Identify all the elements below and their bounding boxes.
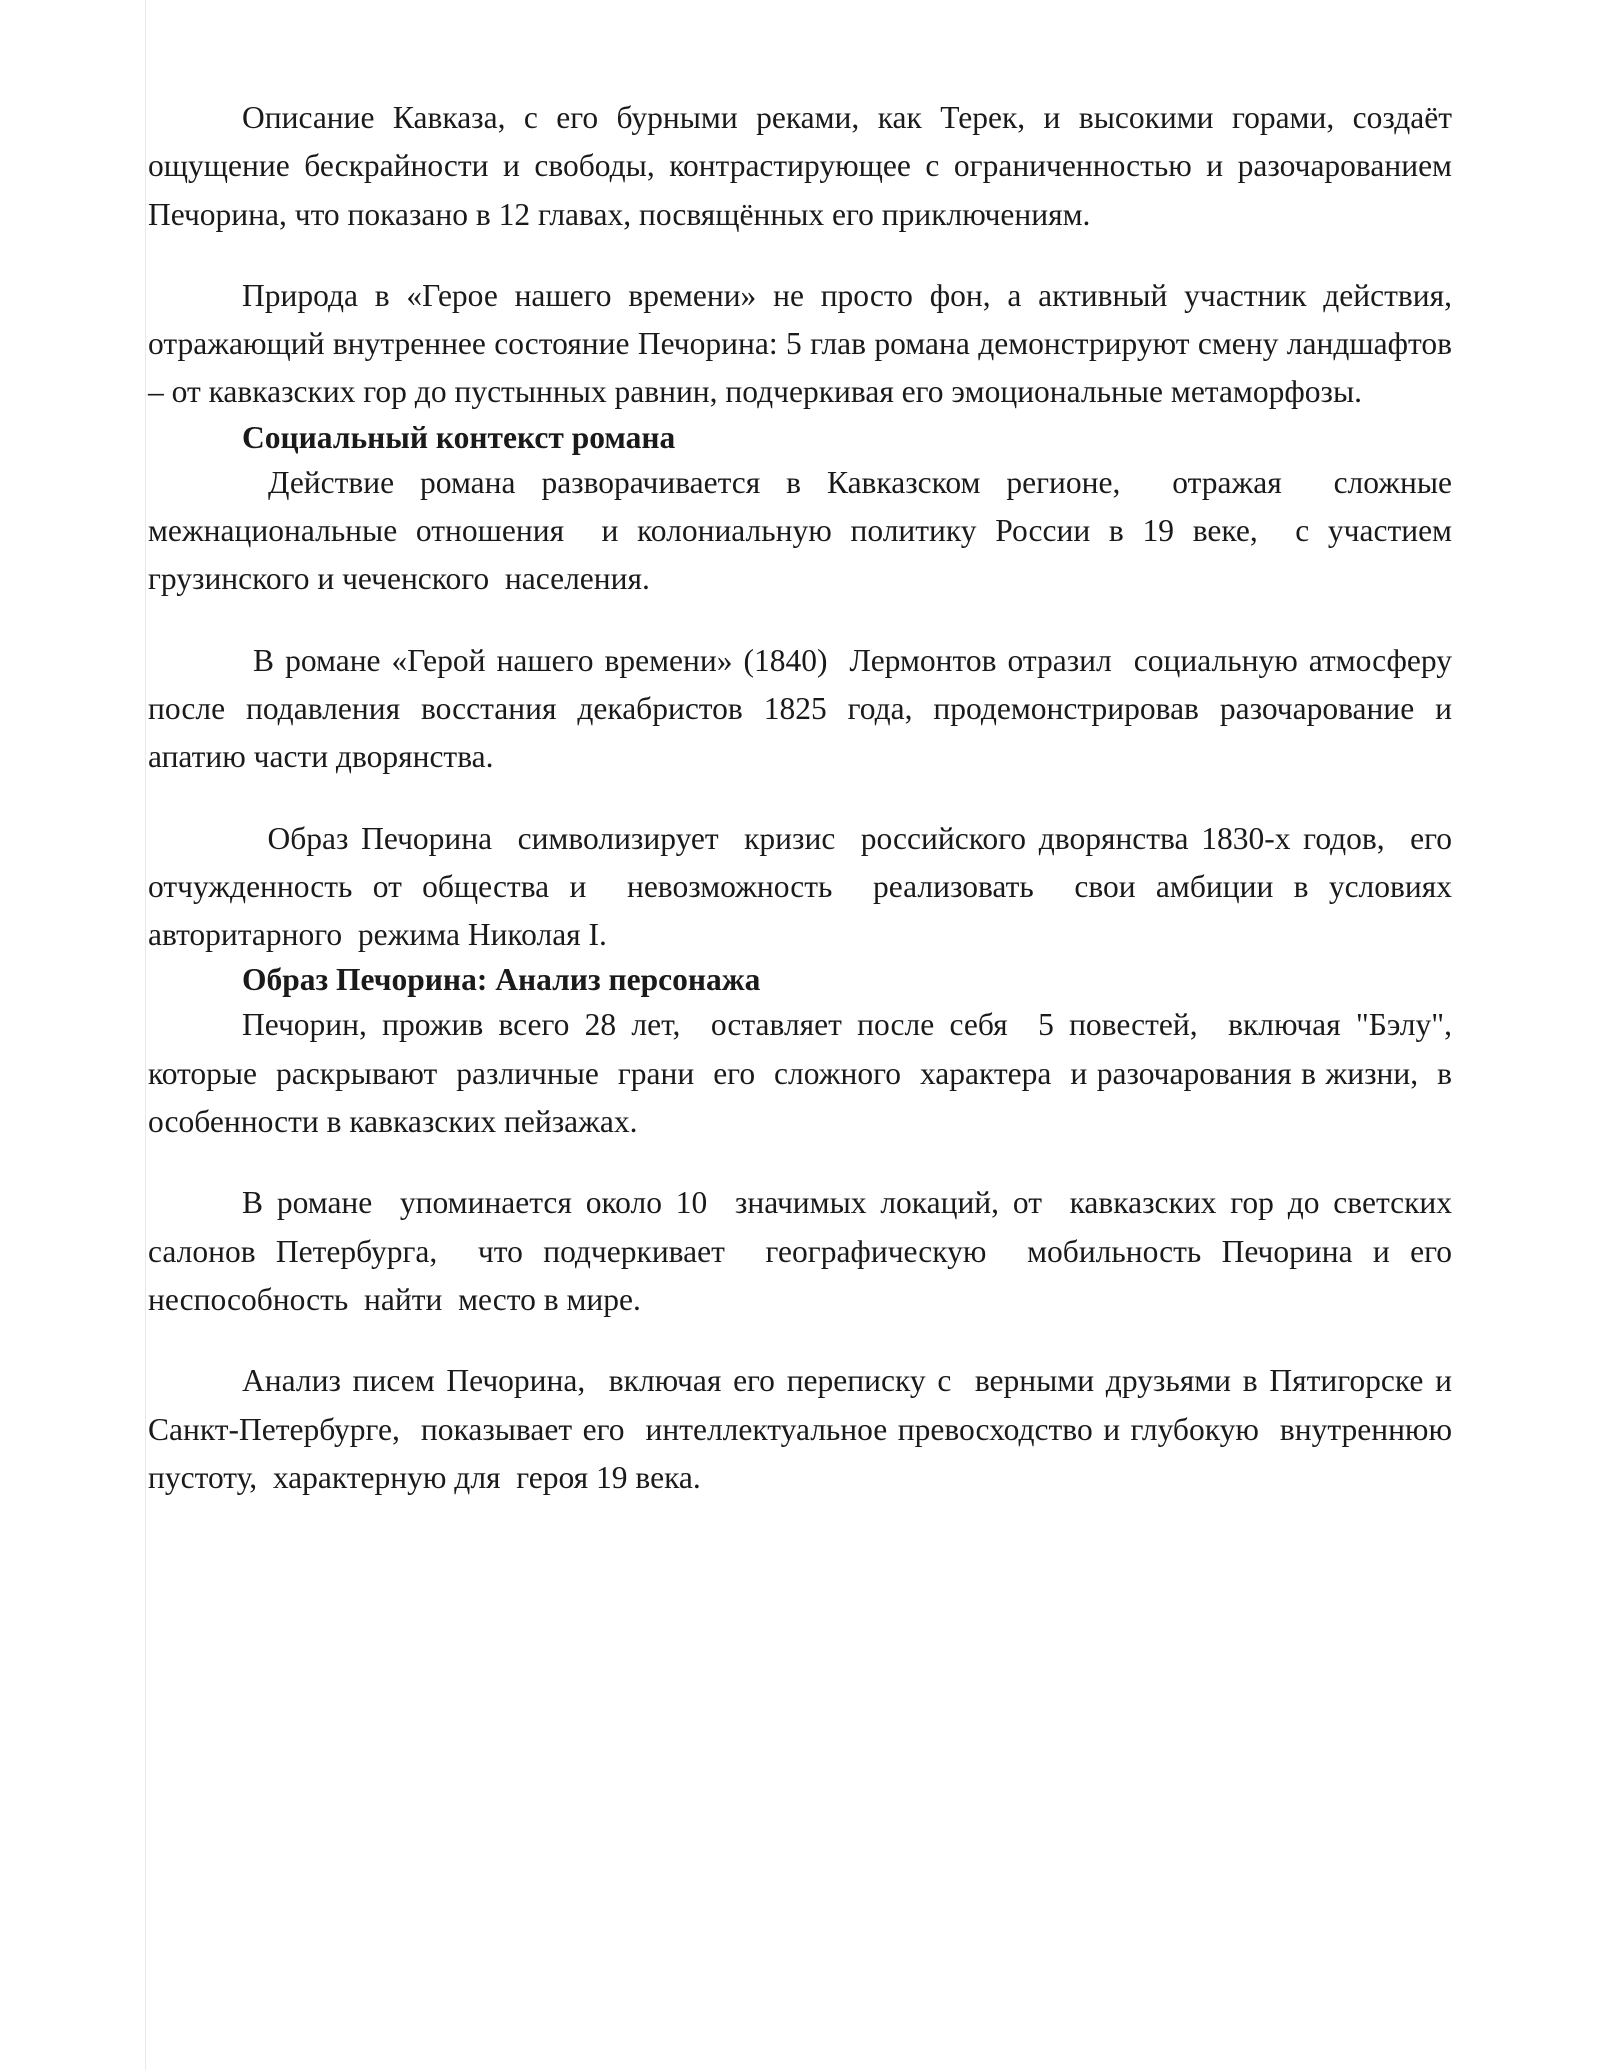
paragraph-decembrists: В романе «Герой нашего времени» (1840) Лермонтов отразил социальную атмосферу после подавления восстания декабристов 1825 года, продемонстрировав разочарование и апатию части дворянства. <box>148 642 1476 775</box>
heading-social-context: Социальный контекст романа <box>242 419 676 455</box>
heading-character-analysis: Образ Печорина: Анализ персонажа <box>242 962 761 998</box>
paragraph-caucasus-region: Действие романа разворачивается в Кавказском регионе, отражая сложные межнациональные отношения и колониальную политику России в 19 веке, с участием грузинского и чеченского населения. <box>148 464 1468 597</box>
page-margin-line <box>145 0 146 2070</box>
paragraph-locations: В романе упоминается около 10 значимых локаций, от кавказских гор до светских салонов Петербурга, что подчеркивает географическую мобильность Печорина и его неспособность найти место в мире. <box>148 1185 1468 1317</box>
document-body <box>148 94 1476 1502</box>
paragraph-pechorin-stories: Печорин, прожив всего 28 лет, оставляет после себя 5 повестей, включая "Бэлу", которые раскрывают различные грани его сложного характера и разочарования в жизни, в особенности в кавказских пейзажах. <box>148 1007 1468 1140</box>
paragraph-letters-analysis: Анализ писем Печорина, включая его переписку с верными друзьями в Пятигорске и Санкт-Петербурге, показывает его интеллектуальное превосходство и глубокую внутреннюю пустоту, характерную для героя 19 века. <box>148 1363 1460 1495</box>
paragraph-caucasus-description: Описание Кавказа, с его бурными реками, как Терек, и высокими горами, создаёт ощущение бескрайности и свободы, контрастирующее с ограниченностью и разочарованием Печорина, что показано в 12 главах, посвящённых его приключениям. <box>148 100 1452 232</box>
paragraph-nobility-crisis: Образ Печорина символизирует кризис российского дворянства 1830-х годов, его отчужденность от общества и невозможность реализовать свои амбиции в условиях авторитарного режима Николая I. <box>148 820 1468 953</box>
paragraph-nature-role: Природа в «Герое нашего времени» не просто фон, а активный участник действия, отражающий внутреннее состояние Печорина: 5 глав романа демонстрируют смену ландшафтов – от кавказских гор до пустынных равнин, подчеркивая его эмоциональные метаморфозы. <box>148 277 1452 410</box>
